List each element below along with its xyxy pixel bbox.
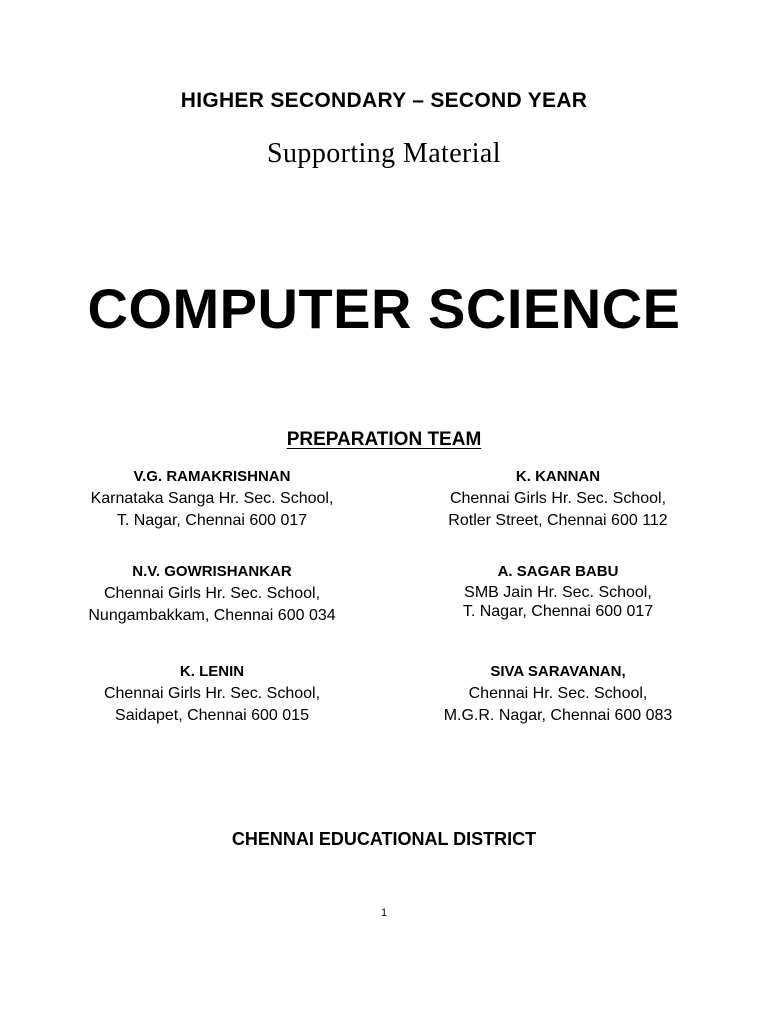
member-name: N.V. GOWRISHANKAR: [132, 563, 292, 580]
subject-title: COMPUTER SCIENCE: [87, 277, 681, 340]
member-name: K. LENIN: [179, 663, 245, 680]
team-member: [62, 561, 362, 627]
member-school: Chennai Girls Hr. Sec. School,: [103, 585, 321, 602]
material-subheading: Supporting Material: [267, 138, 501, 169]
member-address: Rotler Street, Chennai 600 112: [448, 512, 668, 529]
district-footer: CHENNAI EDUCATIONAL DISTRICT: [231, 829, 537, 849]
team-member: [62, 661, 362, 727]
member-address: Nungambakkam, Chennai 600 034: [88, 607, 336, 624]
member-address: T. Nagar, Chennai 600 017: [462, 603, 654, 620]
course-level-heading: HIGHER SECONDARY – SECOND YEAR: [180, 89, 588, 112]
member-address: T. Nagar, Chennai 600 017: [116, 512, 308, 529]
member-address: Saidapet, Chennai 600 015: [115, 707, 309, 724]
member-school: Karnataka Sanga Hr. Sec. School,: [90, 490, 334, 507]
member-name: V.G. RAMAKRISHNAN: [133, 468, 291, 485]
member-school: SMB Jain Hr. Sec. School,: [464, 584, 652, 601]
member-school: Chennai Hr. Sec. School,: [468, 685, 648, 702]
team-heading: PREPARATION TEAM: [286, 429, 482, 450]
member-name: SIVA SARAVANAN,: [490, 663, 626, 680]
team-member: [62, 466, 362, 532]
member-school: Chennai Girls Hr. Sec. School,: [103, 685, 321, 702]
page-number: 1: [380, 907, 388, 919]
member-name: K. KANNAN: [515, 468, 601, 485]
member-address: M.G.R. Nagar, Chennai 600 083: [443, 707, 673, 724]
team-member: [408, 561, 708, 621]
member-school: Chennai Girls Hr. Sec. School,: [449, 490, 667, 507]
member-name: A. SAGAR BABU: [497, 563, 619, 580]
team-member: [408, 466, 708, 532]
team-member: [408, 661, 708, 727]
